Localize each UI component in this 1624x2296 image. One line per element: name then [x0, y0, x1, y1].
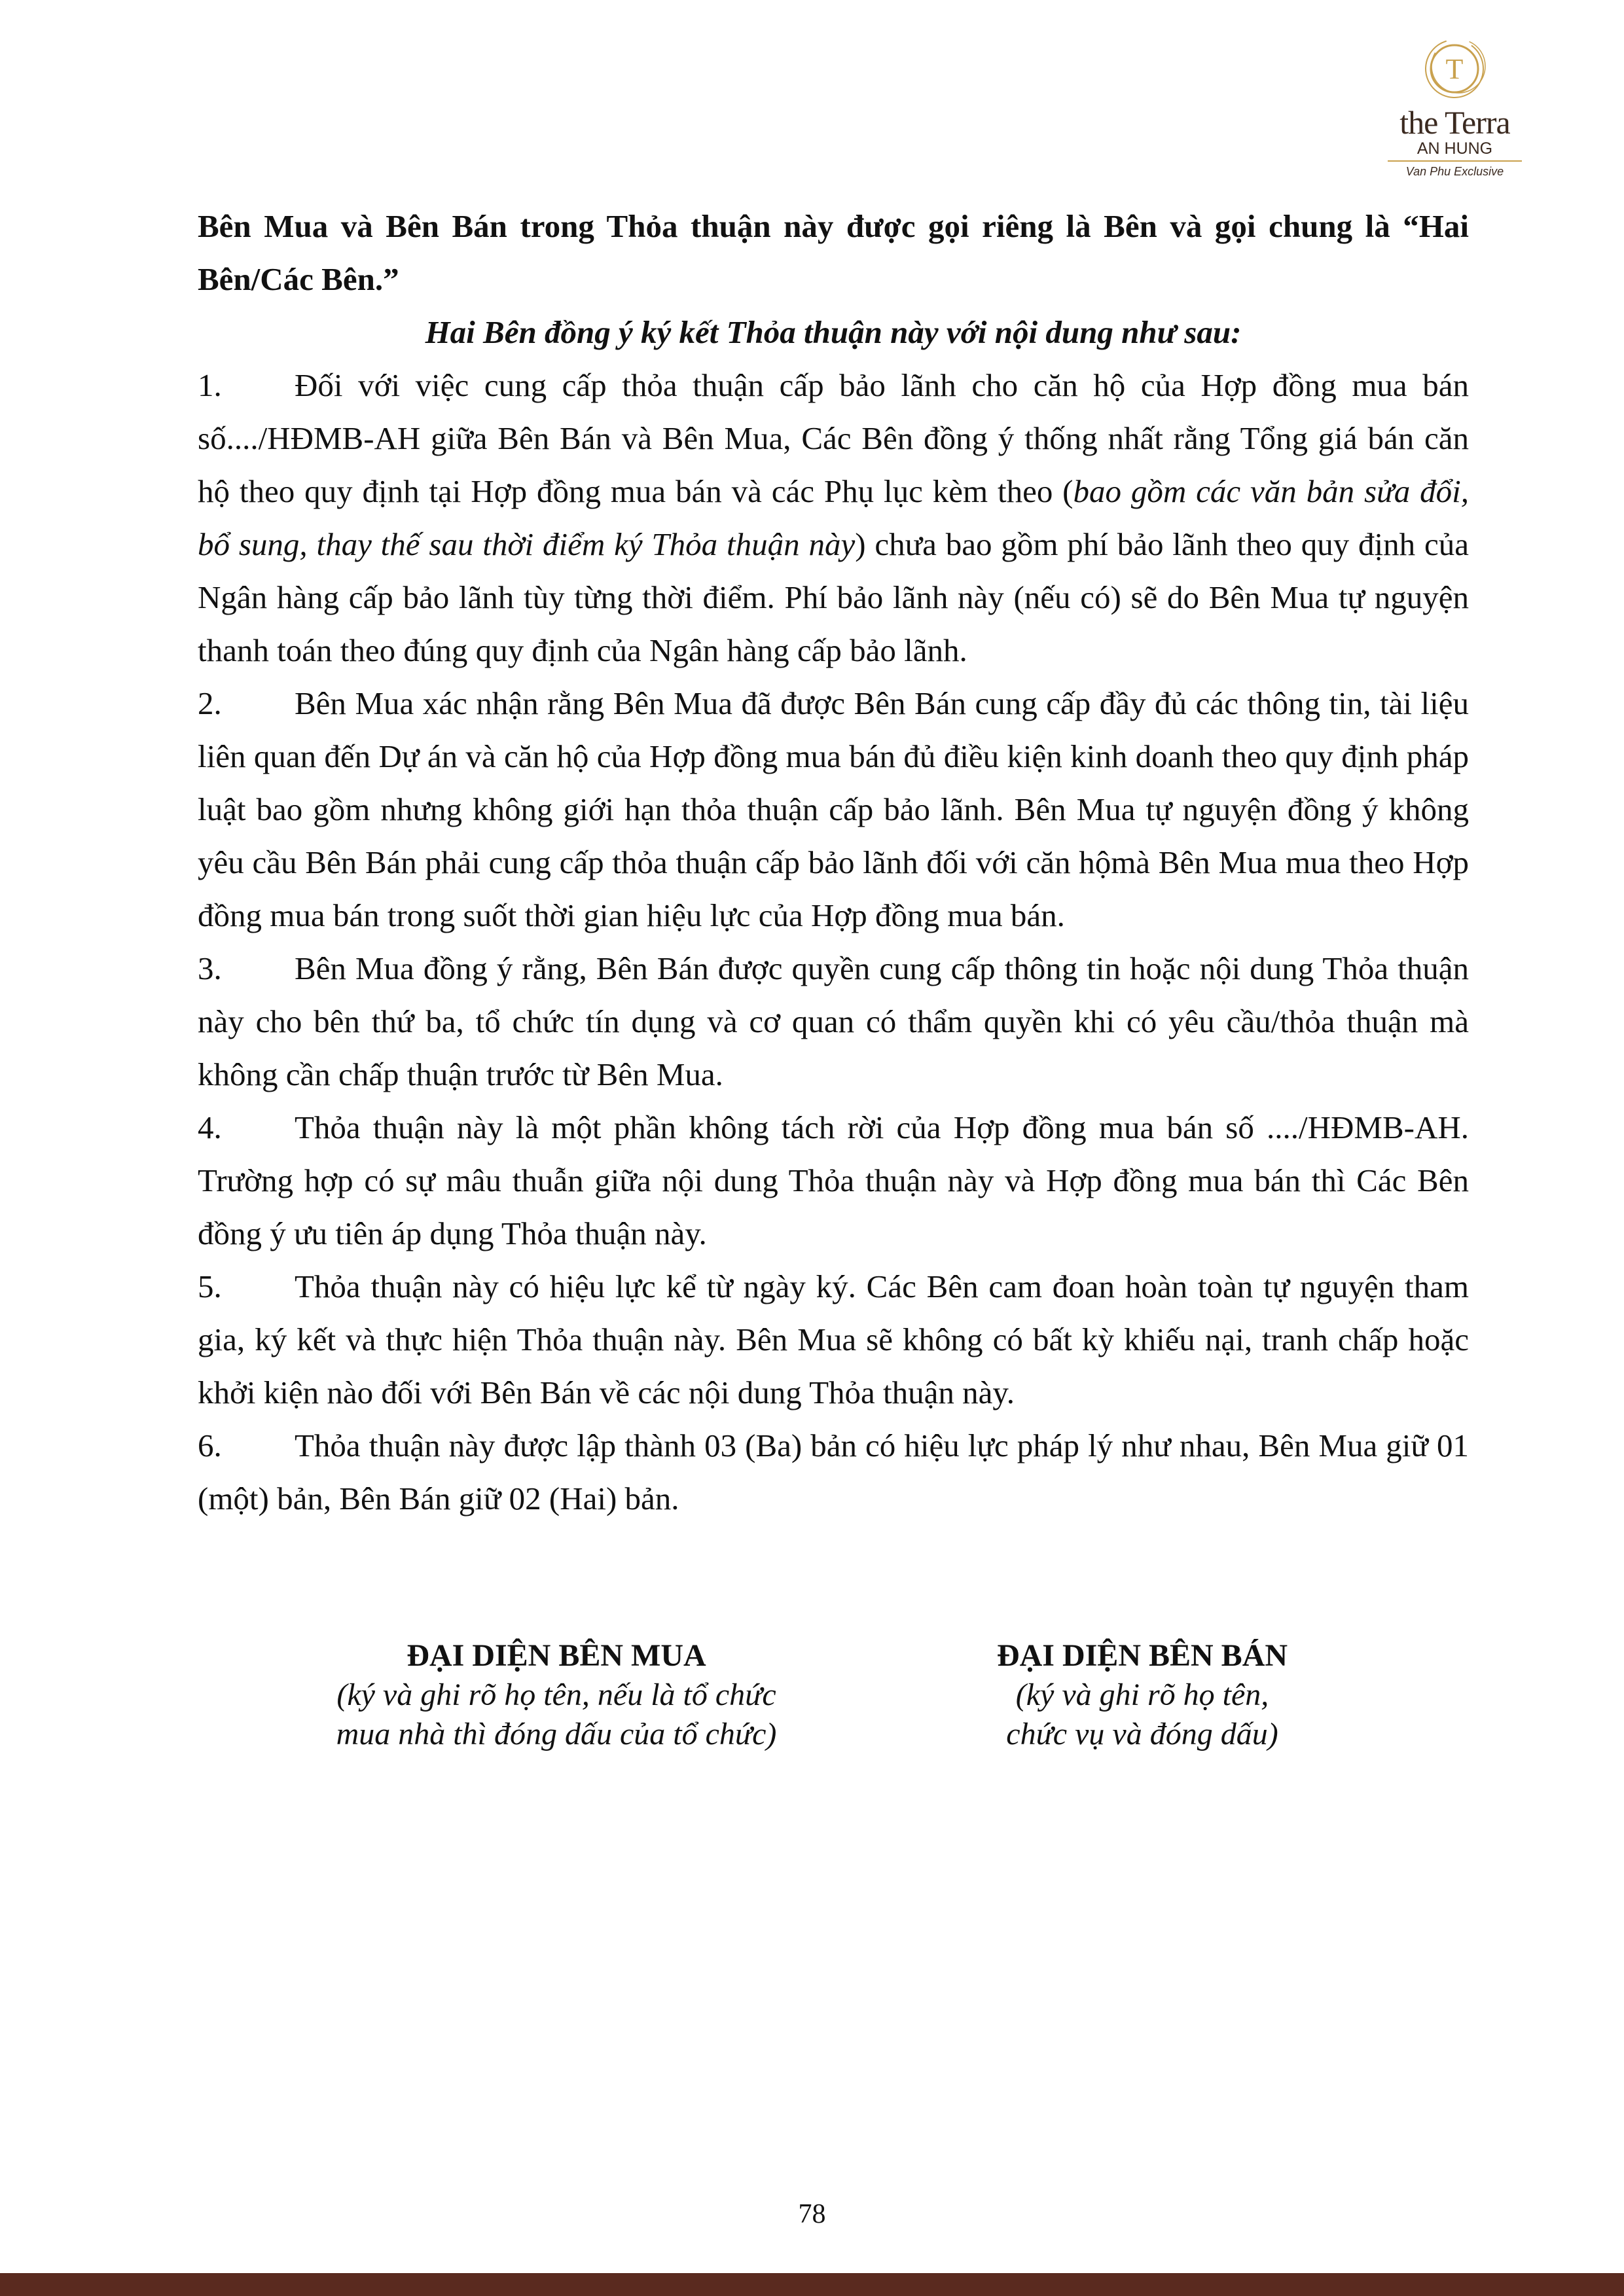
- clause-number: 3.: [198, 950, 222, 986]
- clause-text: ) chưa bao gồm phí bảo lãnh theo quy định của Ngân hàng cấp bảo lãnh tùy từng thời điểm. Phí bảo lãnh này (nếu có) sẽ do Bên Mua tự nguyện thanh toán theo đúng quy định của Ngân hàng cấp bảo lãnh.: [198, 526, 1469, 668]
- clause-4: [198, 1101, 1469, 1260]
- clause-number: 4.: [198, 1109, 222, 1145]
- page-number: 78: [798, 2199, 826, 2229]
- clause-6: [198, 1419, 1469, 1525]
- clause-text: Thỏa thuận này có hiệu lực kể từ ngày ký. Các Bên cam đoan hoàn toàn tự nguyện tham gia, ký kết và thực hiện Thỏa thuận này. Bên Mua sẽ không có bất kỳ khiếu nại, tranh chấp hoặc khởi kiện nào đối với Bên Bán về các nội dung Thỏa thuận này.: [198, 1268, 1469, 1410]
- buyer-signature-note: mua nhà thì đóng dấu của tổ chức): [336, 1717, 777, 1751]
- seller-signature-note: chức vụ và đóng dấu): [1006, 1717, 1278, 1751]
- terra-emblem-icon: [1381, 36, 1528, 108]
- brand-divider: [1388, 160, 1522, 162]
- clause-text: Đối với việc cung cấp thỏa thuận cấp bảo lãnh cho căn hộ của Hợp đồng mua bán số..../HĐMB-AH giữa Bên Bán và Bên Mua, Các Bên đồng ý thống nhất rằng Tổng giá bán căn hộ theo quy định tại Hợp đồng mua bán và các Phụ lục kèm theo (: [198, 367, 1469, 509]
- clause-text-italic: bao gồm các văn bản sửa đổi, bổ sung, thay thế sau thời điểm ký Thỏa thuận này: [198, 473, 1470, 562]
- intro-paragraph: Bên Mua và Bên Bán trong Thỏa thuận này được gọi riêng là Bên và gọi chung là “Hai Bên/Các Bên.”: [198, 208, 1469, 297]
- brand-name: the Terra: [1399, 104, 1510, 141]
- clause-number: 6.: [198, 1427, 222, 1463]
- clause-text: Thỏa thuận này là một phần không tách rời của Hợp đồng mua bán số ..../HĐMB-AH. Trường hợp có sự mâu thuẫn giữa nội dung Thỏa thuận này và Hợp đồng mua bán thì Các Bên đồng ý ưu tiên áp dụng Thỏa thuận này.: [198, 1109, 1469, 1251]
- brand-tagline: Van Phu Exclusive: [1405, 165, 1504, 178]
- emblem-letter: T: [1445, 53, 1464, 85]
- clause-1: [198, 359, 1469, 677]
- buyer-signature-note: (ký và ghi rõ họ tên, nếu là tổ chức: [336, 1677, 776, 1712]
- footer-bar: [0, 2273, 1624, 2296]
- buyer-signature-title: ĐẠI DIỆN BÊN MUA: [406, 1638, 706, 1673]
- seller-signature-note: (ký và ghi rõ họ tên,: [1015, 1677, 1269, 1712]
- brand-logo: [1381, 36, 1528, 187]
- document-body: [198, 200, 1469, 1525]
- buyer-signature-block: [288, 1636, 825, 1754]
- clause-2: [198, 677, 1469, 942]
- clause-text: Thỏa thuận này được lập thành 03 (Ba) bản có hiệu lực pháp lý như nhau, Bên Mua giữ 01 (một) bản, Bên Bán giữ 02 (Hai) bản.: [198, 1427, 1469, 1516]
- clause-text: Bên Mua đồng ý rằng, Bên Bán được quyền cung cấp thông tin hoặc nội dung Thỏa thuận này cho bên thứ ba, tổ chức tín dụng và cơ quan có thẩm quyền khi có yêu cầu/thỏa thuận mà không cần chấp thuận trước từ Bên Mua.: [198, 950, 1469, 1092]
- clause-number: 5.: [198, 1268, 222, 1304]
- clause-3: [198, 942, 1469, 1101]
- seller-signature-block: [903, 1636, 1381, 1754]
- clause-5: [198, 1260, 1469, 1419]
- brand-subtitle: AN HUNG: [1416, 139, 1493, 158]
- clause-number: 2.: [198, 685, 222, 721]
- clause-number: 1.: [198, 367, 222, 403]
- seller-signature-title: ĐẠI DIỆN BÊN BÁN: [996, 1638, 1288, 1673]
- agreement-heading: Hai Bên đồng ý ký kết Thỏa thuận này với nội dung như sau:: [425, 314, 1242, 350]
- clause-text: Bên Mua xác nhận rằng Bên Mua đã được Bên Bán cung cấp đầy đủ các thông tin, tài liệu liên quan đến Dự án và căn hộ của Hợp đồng mua bán đủ điều kiện kinh doanh theo quy định pháp luật bao gồm nhưng không giới hạn thỏa thuận cấp bảo lãnh. Bên Mua tự nguyện đồng ý không yêu cầu Bên Bán phải cung cấp thỏa thuận cấp bảo lãnh đối với căn hộmà Bên Mua mua theo Hợp đồng mua bán trong suốt thời gian hiệu lực của Hợp đồng mua bán.: [198, 685, 1469, 933]
